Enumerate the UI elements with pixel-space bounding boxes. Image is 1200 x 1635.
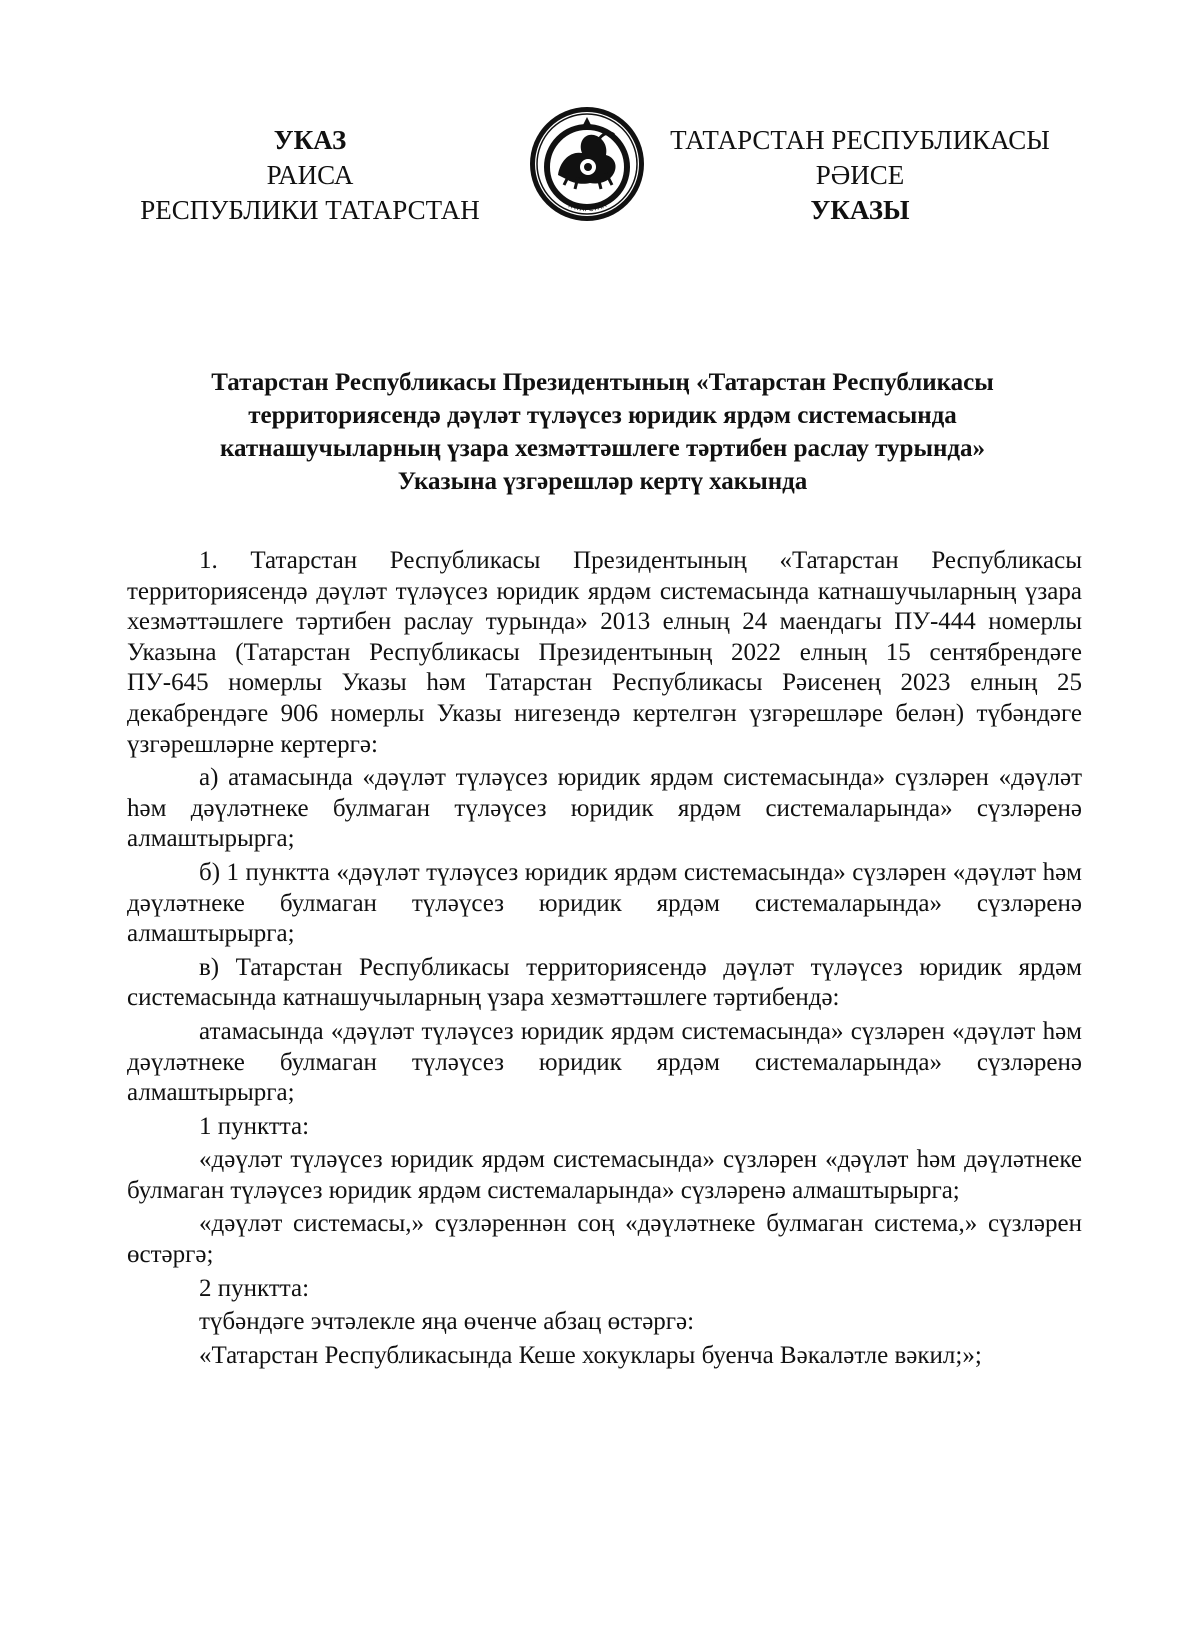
paragraph-v-title: атамасында «дәүләт түләүсез юридик ярдәм системасында» сүзләрен «дәүләт һәм дәүләтнеке булмаган түләүсез юридик ярдәм системаларында» сүзләренә алмаштырырга;	[127, 1017, 1082, 1107]
header-right-line-3: УКАЗЫ	[810, 195, 910, 225]
title-line: Указына үзгәрешләр кертү хакында	[397, 468, 808, 495]
document-body	[127, 546, 1082, 1371]
paragraph-a: а) атамасында «дәүләт түләүсез юридик ярдәм системасында» сүзләрен «дәүләт һәм дәүләтнеке булмаган түләүсез юридик ярдәм системаларында» сүзләренә алмаштырырга;	[127, 764, 1082, 853]
header-left-line-2: РАИСА	[266, 160, 354, 190]
paragraph-point-2-a: түбәндәге эчтәлекле яңа өченче абзац өстәргә:	[199, 1308, 695, 1336]
paragraph-point-1-b: «дәүләт системасы,» сүзләреннән соң «дәүләтнеке булмаган система,» сүзләрен өстәргә;	[127, 1210, 1082, 1269]
title-line: катнашучыларның үзара хезмәттәшлеге тәртибен раслау турында»	[219, 435, 986, 462]
header-right-line-1: ТАТАРСТАН РЕСПУБЛИКАСЫ	[670, 125, 1050, 155]
paragraph-1: 1. Татарстан Республикасы Президентының «Татарстан Республикасы территориясендә дәүләт түләүсез юридик ярдәм системасында катнашучыларның үзара хезмәттәшлеге тәртибен раслау турында» 2013 елның 24 маендагы ПУ-444 номерлы Указына (Татарстан Республикасы Президентының 2022 елның 15 сентябрендәге ПУ-645 номерлы Указы һәм Татарстан Республикасы Рәисенең 2023 елның 25 декабрендәге 906 номерлы Указы нигезендә кертелгән үзгәрешләре белән) түбәндәге үзгәрешләрне кертергә:	[127, 547, 1082, 758]
paragraph-point-1: 1 пунктта:	[199, 1112, 310, 1140]
header-left-line-3: РЕСПУБЛИКИ ТАТАРСТАН	[140, 195, 480, 225]
header-right-line-2: РӘИСЕ	[815, 160, 905, 190]
emblem-caption: ТАТАРСТАН	[565, 200, 609, 214]
title-line: Татарстан Республикасы Президентының «Татарстан Республикасы	[211, 369, 994, 396]
title-line: территориясендә дәүләт түләүсез юридик ярдәм системасында	[248, 402, 957, 429]
paragraph-b: б) 1 пунктта «дәүләт түләүсез юридик ярдәм системасында» сүзләрен «дәүләт һәм дәүләтнеке булмаган түләүсез юридик ярдәм системаларында» сүзләренә алмаштырырга;	[127, 858, 1082, 948]
paragraph-v: в) Татарстан Республикасы территориясендә дәүләт түләүсез юридик ярдәм системасында катнашучыларның үзара хезмәттәшлеге тәртибендә:	[127, 953, 1082, 1012]
paragraph-point-2-b: «Татарстан Республикасында Кеше хокуклары буенча Вәкаләтле вәкил;»;	[199, 1341, 982, 1369]
header-tatar	[660, 123, 1060, 228]
header-russian	[120, 123, 500, 228]
paragraph-point-1-a: «дәүләт түләүсез юридик ярдәм системасында» сүзләрен «дәүләт һәм дәүләтнеке булмаган түләүсез юридик ярдәм системаларында» сүзләренә алмаштырырга;	[127, 1146, 1082, 1204]
tatarstan-emblem-icon	[528, 105, 646, 223]
header-left-line-1: УКАЗ	[273, 125, 347, 155]
document-title	[120, 366, 1085, 498]
paragraph-point-2: 2 пунктта:	[199, 1274, 310, 1302]
